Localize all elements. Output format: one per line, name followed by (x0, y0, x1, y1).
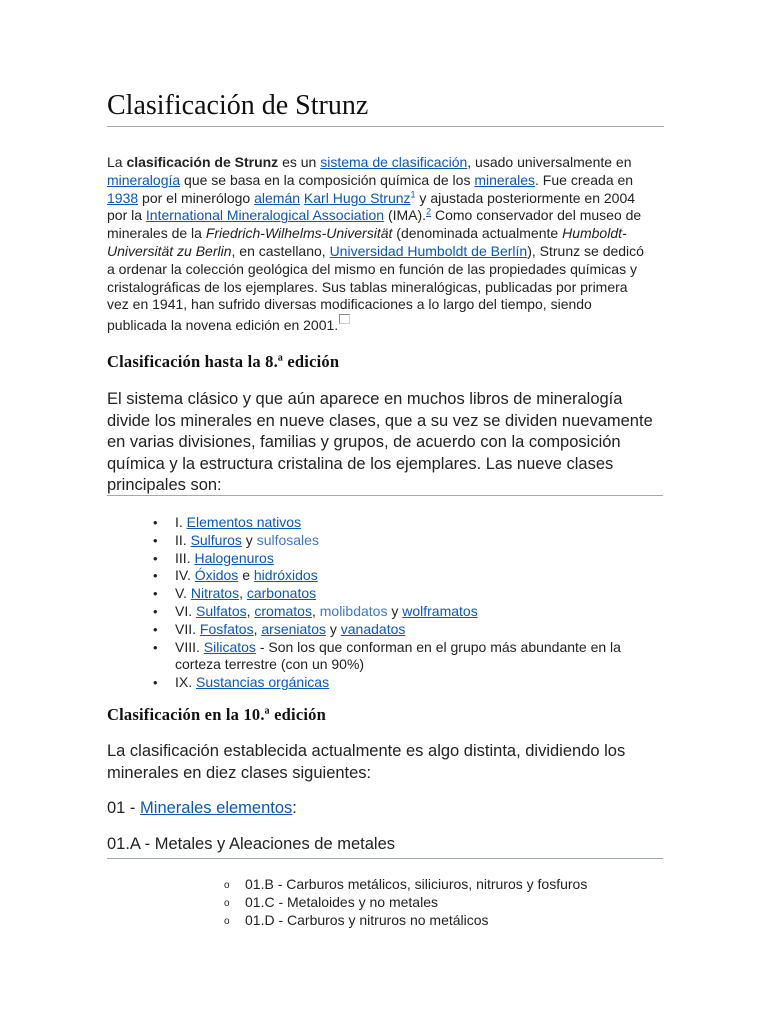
link-vanadatos[interactable]: vanadatos (340, 620, 406, 637)
list-item: • IV. Óxidos e hidróxidos (153, 567, 623, 585)
intro-text: (denominada actualmente (392, 225, 563, 242)
intro-bold-term: clasificación de Strunz (126, 154, 279, 170)
intro-text: , en castellano, (231, 242, 330, 259)
intro-text: ), Strunz se dedicó a ordenar la colección geológica del mismo en función de las propiedades químicas y cristalográficas de los ejemplares. Sus tablas mineralógicas, publicadas por primera vez en 1941, han sufrido diversas modificaciones a lo largo del tiempo, siendo publicada la novena edición en 2001. (107, 242, 644, 334)
link-sulfosales[interactable]: sulfosales (256, 531, 319, 548)
link-oxidos[interactable]: Óxidos (194, 567, 239, 584)
link-molibdatos[interactable]: molibdatos (319, 602, 388, 619)
link-sulfatos[interactable]: Sulfatos (196, 602, 247, 619)
link-nitratos[interactable]: Nitratos (190, 585, 240, 602)
link-sulfuros[interactable]: Sulfuros (190, 531, 242, 548)
link-sistema-de-clasificacion[interactable]: sistema de clasificación (320, 154, 468, 170)
intro-text: y ajustada posteriormente en 2004 por la (107, 189, 636, 224)
link-1938[interactable]: 1938 (107, 189, 139, 206)
list-item: • I. Elementos nativos (153, 514, 623, 532)
list-item: o 01.D - Carburos y nitruros no metálicos (224, 912, 587, 930)
mineral-classes-list (153, 514, 623, 692)
list-item: • VIII. Silicatos - Son los que conforman en el grupo más abundante en la corteza terrestre (con un 90%) (153, 639, 623, 675)
subclass-01a: 01.A - Metales y Aleaciones de metales (107, 834, 663, 859)
intro-italic: Humboldt-Universität zu Berlin (107, 225, 627, 259)
link-silicatos[interactable]: Silicatos (203, 638, 256, 655)
list-item: • II. Sulfuros y sulfosales (153, 532, 623, 550)
link-minerales-elementos[interactable]: Minerales elementos (140, 799, 293, 817)
link-hidroxidos[interactable]: hidróxidos (253, 567, 318, 584)
intro-text: es un (278, 154, 321, 170)
link-mineralogia[interactable]: mineralogía (107, 171, 181, 188)
intro-text: (IMA). (384, 207, 427, 224)
list-item: o 01.C - Metaloides y no metales (224, 894, 587, 912)
link-halogenuros[interactable]: Halogenuros (194, 549, 274, 566)
list-item: • V. Nitratos, carbonatos (153, 585, 623, 603)
intro-text: . Fue creada en (535, 171, 634, 188)
link-aleman[interactable]: alemán (254, 189, 301, 206)
class-01-line (107, 798, 663, 820)
link-fosfatos[interactable]: Fosfatos (199, 620, 254, 637)
link-karl-hugo-strunz[interactable]: Karl Hugo Strunz (303, 189, 411, 206)
class-colon: : (292, 799, 297, 817)
intro-text: por el minerólogo (138, 189, 255, 206)
section-8-paragraph: El sistema clásico y que aún aparece en muchos libros de mineralogía divide los minerales en nueve clases, que a su vez se dividen nuevamente en varias divisiones, familias y grupos, de acuerdo con la composición química y la estructura cristalina de los ejemplares. Las nueve clases principales son: (107, 389, 663, 496)
class-number: 01 - (107, 799, 141, 817)
list-item: • III. Halogenuros (153, 550, 623, 568)
list-item: o 01.B - Carburos metálicos, siliciuros, nitruros y fosfuros (224, 876, 587, 894)
intro-paragraph (107, 154, 647, 335)
link-carbonatos[interactable]: carbonatos (246, 585, 317, 602)
section-heading-8th-edition: Clasificación hasta la 8.ª edición (107, 352, 340, 371)
link-sustancias-organicas[interactable]: Sustancias orgánicas (196, 674, 330, 691)
link-elementos-nativos[interactable]: Elementos nativos (186, 514, 302, 530)
intro-text: Como conservador del museo de minerales de la (107, 207, 642, 242)
page-title: Clasificación de Strunz (107, 88, 664, 127)
reference-2[interactable]: 2 (426, 206, 432, 217)
intro-text: , usado universalmente en (467, 154, 632, 170)
reference-1[interactable]: 1 (410, 188, 416, 199)
section-heading-10th-edition: Clasificación en la 10.ª edición (107, 705, 326, 724)
subclass-list (224, 876, 587, 929)
link-arseniatos[interactable]: arseniatos (261, 620, 326, 637)
flag-icon (339, 314, 350, 324)
list-item: • IX. Sustancias orgánicas (153, 674, 623, 692)
list-item: • VI. Sulfatos, cromatos, molibdatos y wolframatos (153, 603, 623, 621)
link-wolframatos[interactable]: wolframatos (402, 602, 478, 619)
intro-text: que se basa en la composición química de los (180, 171, 475, 188)
link-ima[interactable]: International Mineralogical Association (145, 207, 385, 224)
intro-italic: Friedrich-Wilhelms-Universität (205, 225, 393, 242)
list-item: • VII. Fosfatos, arseniatos y vanadatos (153, 621, 623, 639)
intro-text: La (107, 154, 127, 170)
link-cromatos[interactable]: cromatos (254, 602, 312, 619)
link-universidad-humboldt[interactable]: Universidad Humboldt de Berlín (329, 242, 528, 259)
section-10-paragraph: La clasificación establecida actualmente es algo distinta, dividiendo los minerales en diez clases siguientes: (107, 742, 626, 782)
link-minerales[interactable]: minerales (474, 171, 536, 188)
